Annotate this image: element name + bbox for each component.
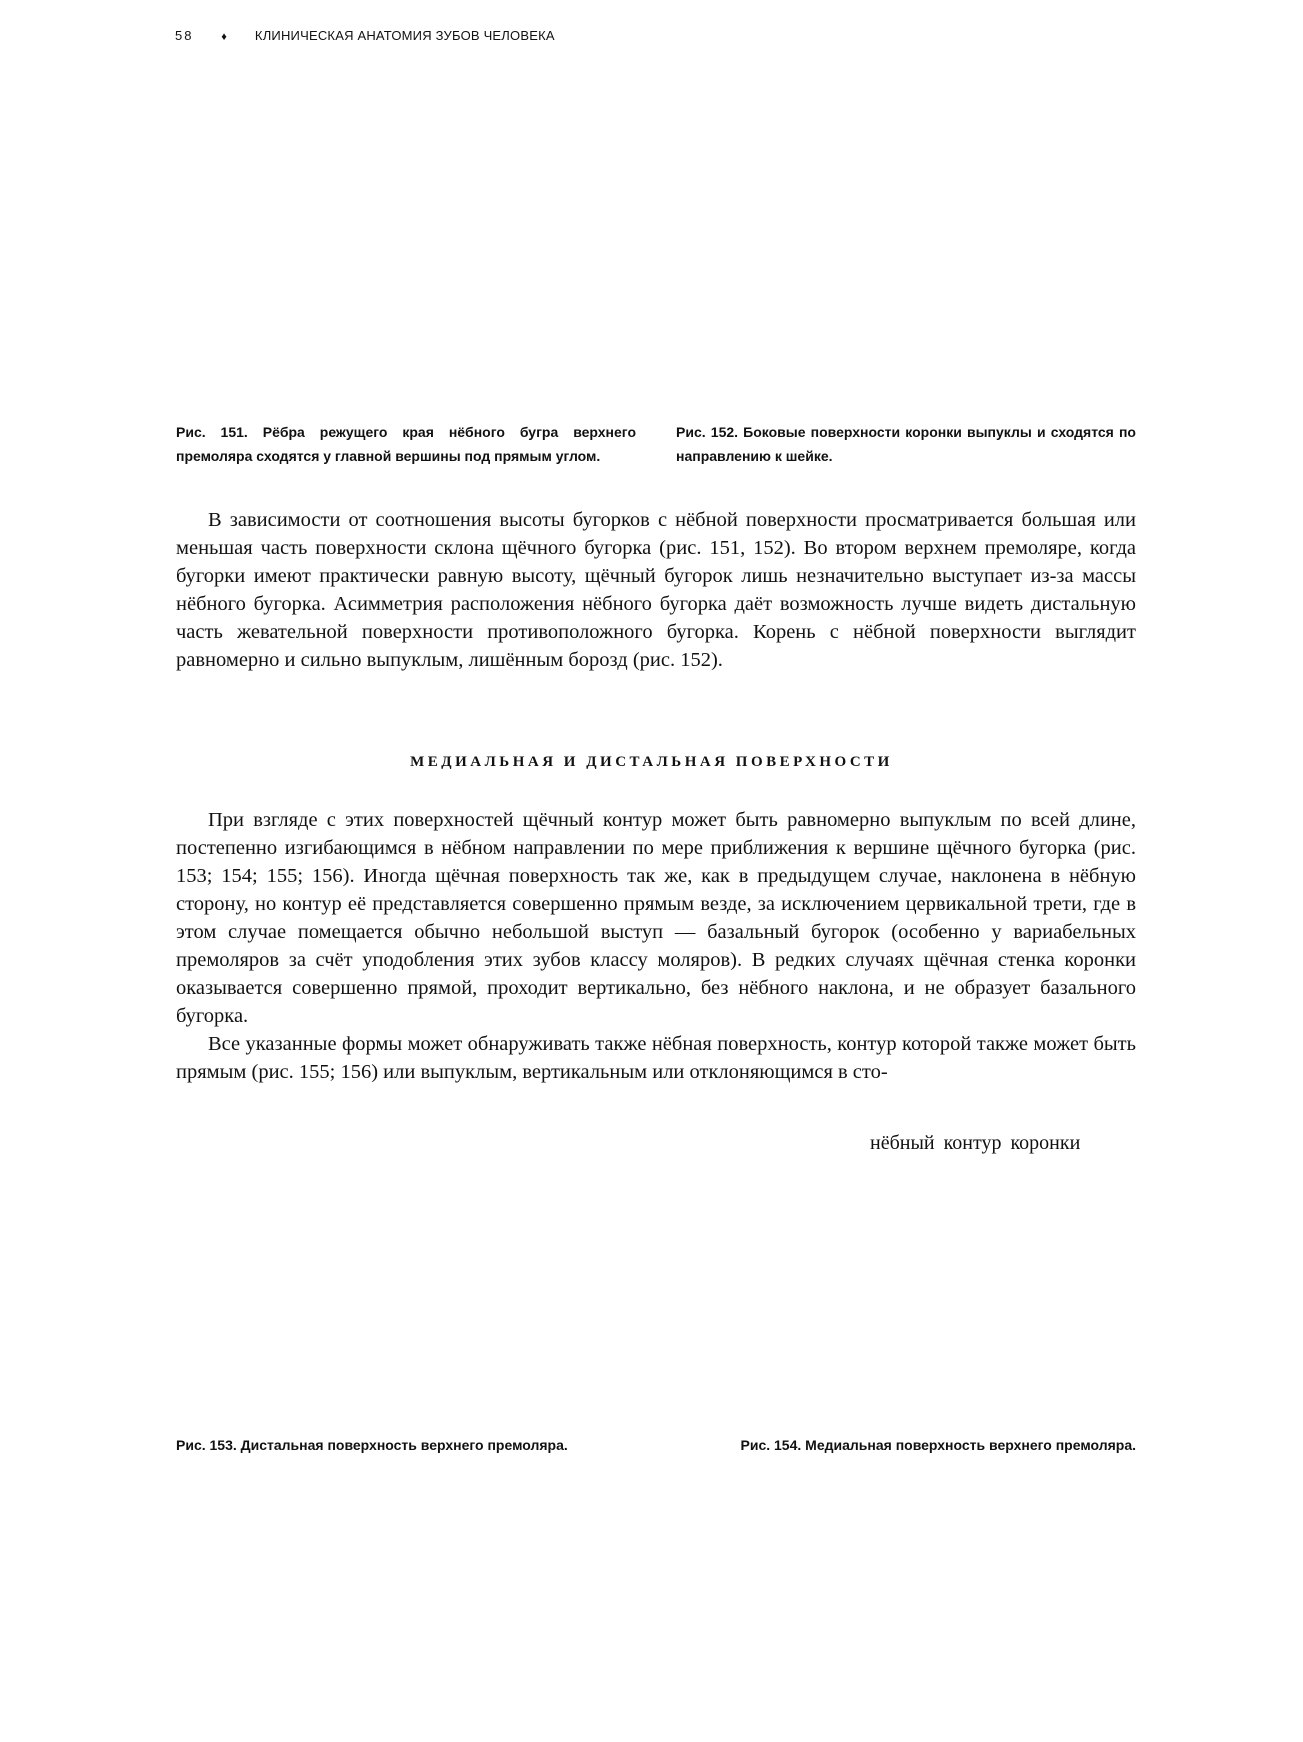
caption-fig-152: Рис. 152. Боковые поверхности коронки выпуклы и сходятся по направлению к шейке. [676,424,1136,464]
section-heading: МЕДИАЛЬНАЯ И ДИСТАЛЬНАЯ ПОВЕРХНОСТИ [410,754,893,770]
caption-fig-153: Рис. 153. Дистальная поверхность верхнего премоляра. [176,1437,568,1453]
caption-fig-154: Рис. 154. Медиальная поверхность верхнего премоляра. [740,1437,1136,1453]
figure-area-153-154 [176,1160,1136,1420]
body-text-block-1 [176,506,1136,674]
figure-label: нёбный контур коронки [870,1132,1081,1154]
page-number: 58 [175,28,194,43]
caption-fig-151: Рис. 151. Рёбра режущего края нёбного бугра верхнего премоляра сходятся у главной вершины под прямым углом. [176,424,636,464]
paragraph: В зависимости от соотношения высоты бугорков с нёбной поверхности просматривается большая или меньшая часть поверхности склона щёчного бугорка (рис. 151, 152). Во втором верхнем премоляре, когда бугорки имеют практически равную высоту, щёчный бугорок лишь незначительно выступает из-за массы нёбного бугорка. Асимметрия расположения нёбного бугорка даёт возможность лучше видеть дистальную часть жевательной поверхности противоположного бугорка. Корень с нёбной поверхности выглядит равномерно и сильно выпуклым, лишённым борозд (рис. 152). [176,509,1136,671]
body-text-block-2 [176,806,1136,1086]
caption-row-top [176,420,1136,468]
paragraph: Все указанные формы может обнаруживать также нёбная поверхность, контур которой также может быть прямым (рис. 155; 156) или выпуклым, вертикальным или отклоняющимся в сто- [176,1033,1136,1083]
diamond-separator-icon: ♦ [221,31,228,43]
running-title: КЛИНИЧЕСКАЯ АНАТОМИЯ ЗУБОВ ЧЕЛОВЕКА [254,28,555,43]
paragraph: При взгляде с этих поверхностей щёчный контур может быть равномерно выпуклым по всей длине, постепенно изгибающимся в нёбном направлении по мере приближения к вершине щёчного бугорка (рис. 153; 154; 155; 156). Иногда щёчная поверхность так же, как в предыдущем случае, наклонена в нёбную сторону, но контур её представляется совершенно прямым везде, за исключением цервикальной трети, где в этом случае помещается обычно небольшой выступ — базальный бугорок (особенно у вариабельных премоляров за счёт уподобления этих зубов классу моляров). В редких случаях щёчная стенка коронки оказывается совершенно прямой, проходит вертикально, без нёбного наклона, и не образует базального бугорка. [176,809,1136,1027]
caption-row-bottom [176,1433,1136,1457]
figure-area-151-152 [176,60,1136,405]
running-head [175,28,555,43]
